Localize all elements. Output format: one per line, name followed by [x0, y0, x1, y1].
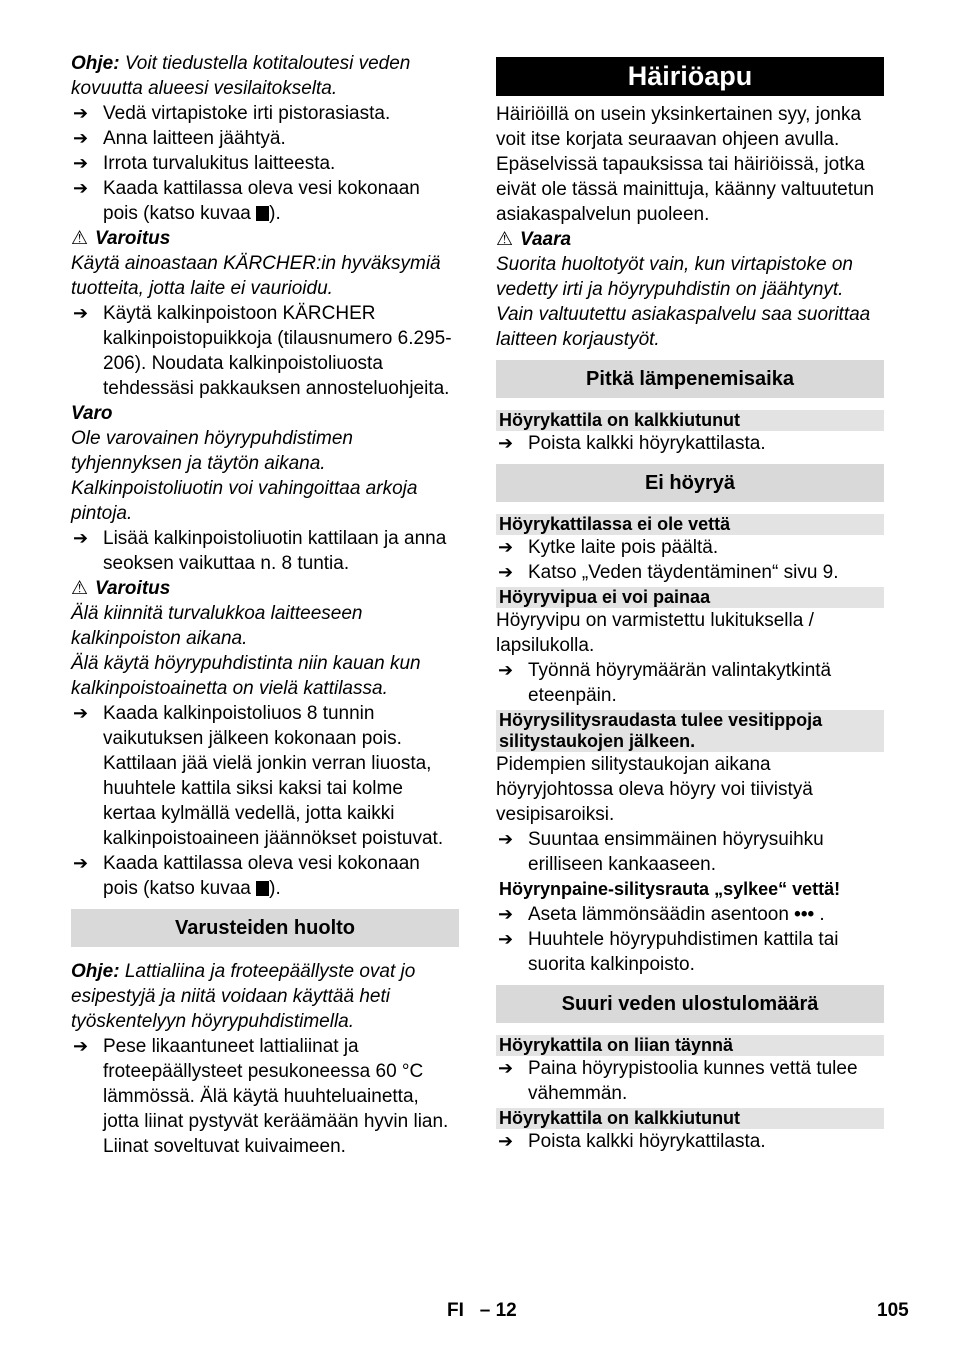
arrow-icon: ➔: [498, 904, 514, 924]
warning-triangle-icon: ⚠: [71, 578, 89, 599]
list-item: ➔ Irrota turvalukitus laitteesta.: [73, 153, 336, 174]
arrow-icon: ➔: [498, 433, 514, 453]
list-item: ➔ Poista kalkki höyrykattilasta.: [498, 1131, 766, 1152]
list-item: ➔ Poista kalkki höyrykattilasta.: [498, 433, 766, 454]
figure-ref-icon: [256, 206, 269, 221]
warning-title: ⚠ Varoitus: [71, 228, 171, 249]
note-2: Ohje: Lattialiina ja froteepäällyste ovat jo esipestyjä ja niitä voidaan käyttää heti työskentelyyn höyrypuhdistimella.: [71, 961, 416, 1032]
section-heading: Ei höyryä: [496, 464, 884, 502]
arrow-icon: ➔: [73, 703, 89, 723]
list-item: ➔ Kaada kalkinpoistoliuos 8 tunnin vaikutuksen jälkeen kokonaan pois. Kattilaan jää vielä jonkin verran liuosta, huuhtele kattila siksi kaksi tai kolme kertaa kylmällä vedellä, jotta kaikki kalkinpoistoaineen jäännökset poistuvat.: [73, 703, 444, 849]
list-item: ➔ Anna laitteen jäähtyä.: [73, 128, 286, 149]
page-title: Häiriöapu: [496, 57, 884, 96]
warning-text: Älä käytä höyrypuhdistinta niin kauan kun kalkinpoistoainetta on vielä kattilassa.: [71, 653, 421, 699]
arrow-icon: ➔: [73, 153, 89, 173]
list-item: ➔ Suuntaa ensimmäinen höyrysuihku erilliseen kankaaseen.: [498, 829, 824, 875]
arrow-icon: ➔: [73, 853, 89, 873]
subsection-heading: Höyrykattilassa ei ole vettä: [496, 514, 884, 535]
arrow-icon: ➔: [73, 178, 89, 198]
arrow-icon: ➔: [498, 1058, 514, 1078]
danger-text: Suorita huoltotyöt vain, kun virtapistoke on vedetty irti ja höyrypuhdistin on jäähtynyt. Vain valtuutettu asiakaspalvelu saa suorittaa laitteen korjaustyöt.: [496, 254, 871, 350]
caution-text: Ole varovainen höyrypuhdistimen tyhjennyksen ja täytön aikana. Kalkinpoistoliuotin voi vahingoittaa arkoja pintoja.: [71, 428, 418, 524]
warning-text: Älä kiinnitä turvalukkoa laitteeseen kalkinpoiston aikana.: [71, 603, 363, 649]
warning-triangle-icon: ⚠: [496, 229, 514, 250]
list-item: ➔ Pese likaantuneet lattialiinat ja froteepäällysteet pesukoneessa 60 °C lämmössä. Älä käytä huuhteluainetta, jotta liinat pystyvät keräämään hyvin lian. Liinat soveltuvat kuivaimeen.: [73, 1036, 449, 1157]
footer-language-page: FI – 12: [447, 1300, 517, 1321]
arrow-icon: ➔: [73, 128, 89, 148]
list-item: ➔ Kytke laite pois päältä.: [498, 537, 719, 558]
arrow-icon: ➔: [73, 103, 89, 123]
caution-title: Varo: [71, 403, 113, 424]
intro-text: Häiriöillä on usein yksinkertainen syy, jonka voit itse korjata seuraavan ohjeen avulla. Epäselvissä tapauksissa tai häiriöissä, jotka eivät ole tässä mainittuja, käänny valtuutetun asiakaspalvelun puoleen.: [496, 104, 875, 225]
section-heading: Pitkä lämpenemisaika: [496, 360, 884, 398]
section-heading: Varusteiden huolto: [71, 909, 459, 947]
subsection-heading: Höyryvipua ei voi painaa: [496, 587, 884, 608]
body-text: Höyryvipu on varmistettu lukituksella / lapsilukolla.: [496, 610, 814, 656]
list-item: ➔ Kaada kattilassa oleva vesi kokonaan pois (katso kuvaa ).: [73, 178, 420, 224]
arrow-icon: ➔: [498, 562, 514, 582]
list-item: ➔ Lisää kalkinpoistoliuotin kattilaan ja anna seoksen vaikuttaa n. 8 tuntia.: [73, 528, 447, 574]
page-number: 105: [877, 1300, 909, 1321]
arrow-icon: ➔: [498, 829, 514, 849]
danger-title: ⚠ Vaara: [496, 229, 572, 250]
subsection-heading: Höyrysilitysraudasta tulee vesitippoja silitystaukojen jälkeen.: [496, 710, 884, 752]
arrow-icon: ➔: [73, 1036, 89, 1056]
figure-ref-icon: [256, 881, 269, 896]
note-1: Ohje: Voit tiedustella kotitaloutesi veden kovuutta alueesi vesilaitokselta.: [71, 53, 411, 99]
arrow-icon: ➔: [498, 1131, 514, 1151]
arrow-icon: ➔: [73, 303, 89, 323]
list-item: ➔ Katso „Veden täydentäminen“ sivu 9.: [498, 562, 839, 583]
body-text: Pidempien silitystaukojan aikana höyryjohtossa oleva höyry voi tiivistyä vesipisaroiksi.: [496, 754, 813, 825]
list-item: ➔ Kaada kattilassa oleva vesi kokonaan pois (katso kuvaa ).: [73, 853, 420, 899]
warning-triangle-icon: ⚠: [71, 228, 89, 249]
arrow-icon: ➔: [498, 660, 514, 680]
list-item: ➔ Työnnä höyrymäärän valintakytkintä eteenpäin.: [498, 660, 832, 706]
warning-title: ⚠ Varoitus: [71, 578, 171, 599]
right-column: [496, 51, 884, 1154]
subsection-heading: Höyrykattila on kalkkiutunut: [496, 1108, 884, 1129]
arrow-icon: ➔: [498, 929, 514, 949]
warning-text: Käytä ainoastaan KÄRCHER:in hyväksymiä tuotteita, jotta laite ei vaurioidu.: [71, 253, 441, 299]
temperature-dots-icon: •••: [794, 904, 815, 925]
list-item: ➔ Huuhtele höyrypuhdistimen kattila tai suorita kalkinpoisto.: [498, 929, 839, 975]
subsection-heading: Höyrykattila on kalkkiutunut: [496, 410, 884, 431]
list-item: ➔ Aseta lämmönsäädin asentoon ••• .: [498, 904, 825, 925]
list-item: ➔ Käytä kalkinpoistoon KÄRCHER kalkinpoistopuikkoja (tilausnumero 6.295-206). Noudata kalkinpoistoliuosta tehdessäsi pakkauksen annosteluohjeita.: [73, 303, 452, 399]
arrow-icon: ➔: [498, 537, 514, 557]
subsection-heading: Höyrynpaine-silitysrauta „sylkee“ vettä!: [499, 879, 841, 899]
left-column: [71, 51, 459, 1159]
section-heading: Suuri veden ulostulomäärä: [496, 985, 884, 1023]
list-item: ➔ Vedä virtapistoke irti pistorasiasta.: [73, 103, 391, 124]
list-item: ➔ Paina höyrypistoolia kunnes vettä tulee vähemmän.: [498, 1058, 858, 1104]
arrow-icon: ➔: [73, 528, 89, 548]
subsection-heading: Höyrykattila on liian täynnä: [496, 1035, 884, 1056]
